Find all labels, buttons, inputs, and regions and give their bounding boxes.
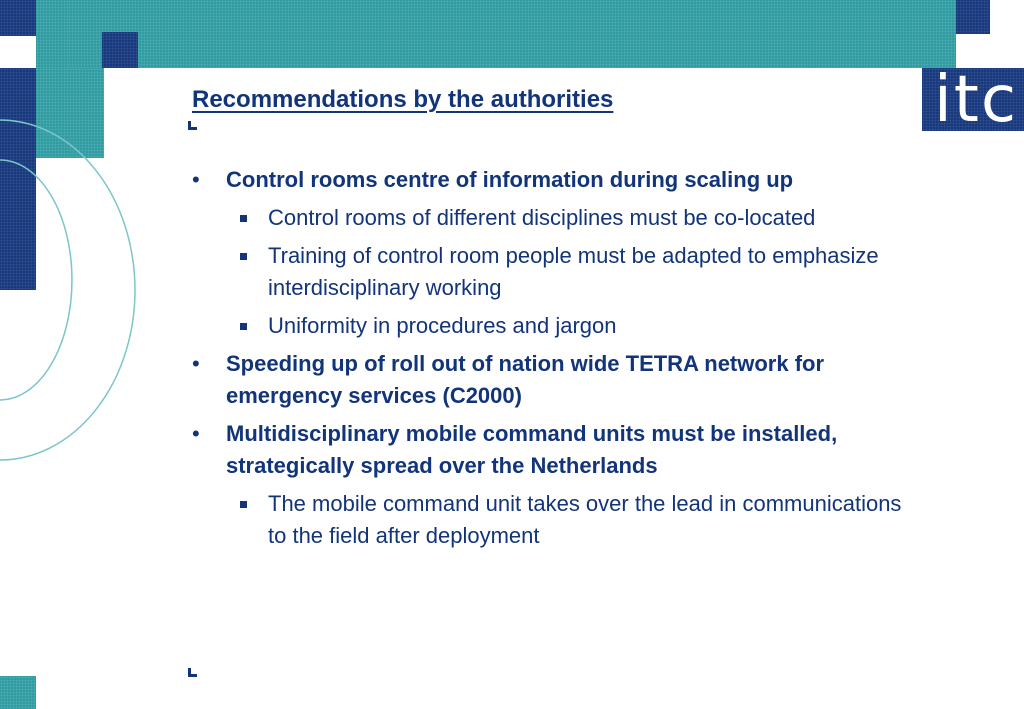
sub-bullet-item: [188, 202, 918, 234]
itc-logo: [922, 68, 1024, 131]
slide-content: [188, 164, 918, 558]
bullet-icon: •: [192, 421, 200, 446]
bullet-item: [188, 418, 918, 482]
sub-bullet-item: [188, 488, 918, 552]
sub-bullet-text: The mobile command unit takes over the lead in communications to the field after deployment: [268, 491, 902, 548]
bullet-item: [188, 348, 918, 412]
square-bullet-icon: [240, 323, 247, 330]
bullet-text: Speeding up of roll out of nation wide TETRA network for emergency services (C2000): [226, 351, 825, 408]
sub-bullet-text: Training of control room people must be adapted to emphasize interdisciplinary working: [268, 243, 879, 300]
square-bullet-icon: [240, 253, 247, 260]
sub-bullet-text: Control rooms of different disciplines must be co-located: [268, 205, 816, 230]
sub-bullet-item: [188, 240, 918, 304]
corner-mark-bottom: [188, 668, 197, 677]
corner-mark-top: [188, 121, 197, 130]
slide-title: Recommendations by the authorities: [192, 86, 614, 113]
bullet-text: Multidisciplinary mobile command units must be installed, strategically spread over the Netherlands: [226, 421, 838, 478]
sub-bullet-item: [188, 310, 918, 342]
top-right-navy-square: [956, 0, 990, 34]
logo-text: itc: [934, 68, 1019, 131]
sub-bullet-text: Uniformity in procedures and jargon: [268, 313, 617, 338]
bullet-text: Control rooms centre of information during scaling up: [226, 167, 794, 192]
square-bullet-icon: [240, 501, 247, 508]
top-teal-band: [68, 0, 956, 68]
bullet-icon: •: [192, 167, 200, 192]
square-bullet-icon: [240, 215, 247, 222]
bullet-item: [188, 164, 918, 196]
bullet-icon: •: [192, 351, 200, 376]
decorative-arcs: [0, 0, 200, 709]
